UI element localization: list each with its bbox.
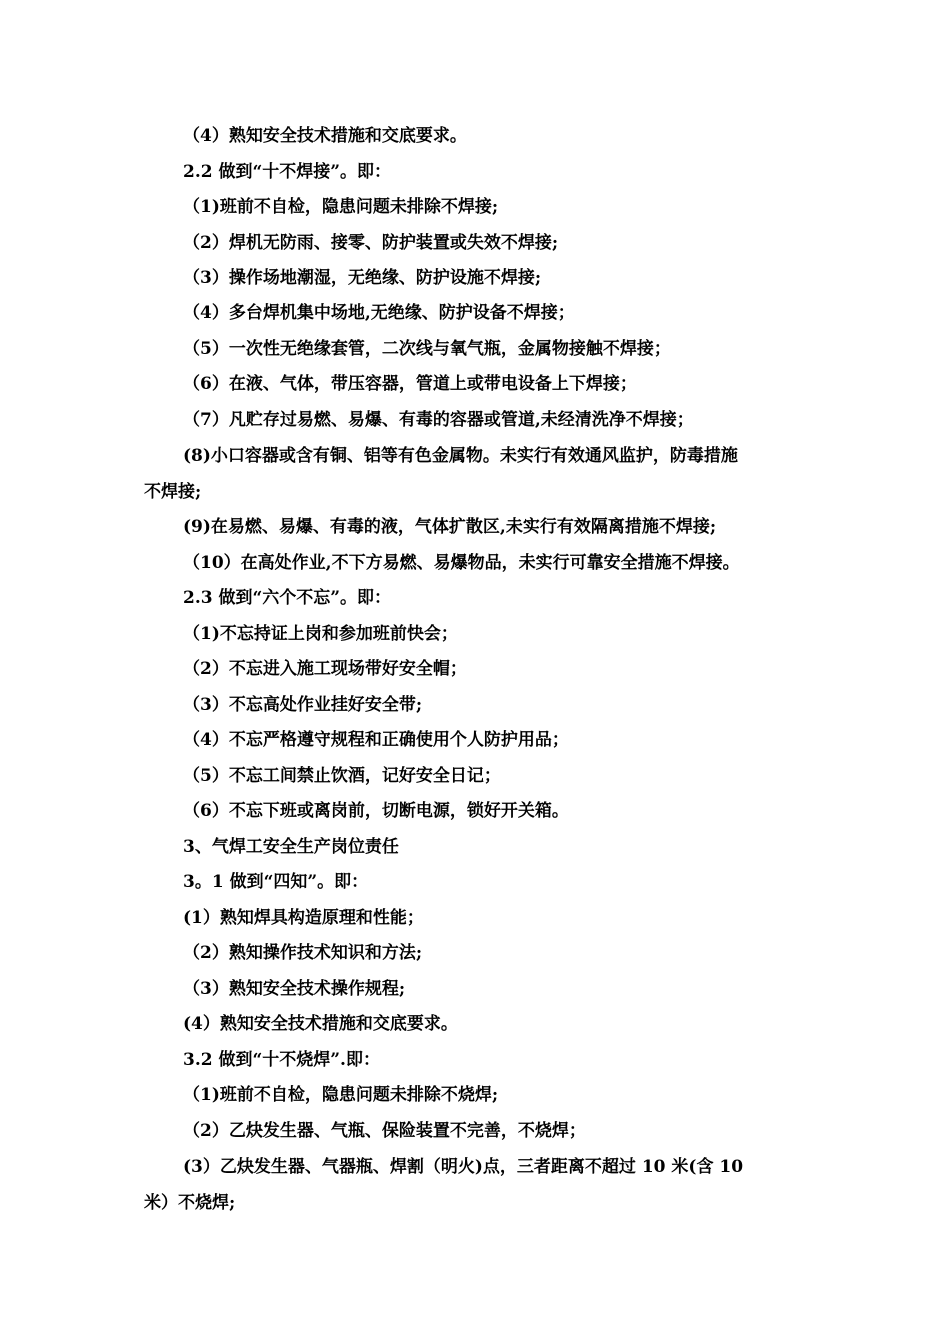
text-line: （2）乙炔发生器、气瓶、保险装置不完善，不烧焊；	[183, 1121, 586, 1141]
text-line: （2）熟知操作技术知识和方法;	[183, 943, 423, 963]
section-heading: 3.2 做到“十不烧焊”.即：	[183, 1050, 380, 1070]
text-line: (8)小口容器或含有铜、铝等有色金属物。未实行有效通风监护，防毒措施	[183, 446, 738, 466]
text-line: (4）熟知安全技术措施和交底要求。	[183, 1014, 458, 1034]
text-line: （4）多台焊机集中场地,无绝缘、防护设备不焊接；	[183, 303, 575, 323]
text-line: (1）熟知焊具构造原理和性能；	[183, 908, 424, 928]
text-line: （1)班前不自检，隐患问题未排除不焊接;	[183, 197, 499, 217]
text-line: （5）不忘工间禁止饮酒，记好安全日记；	[183, 766, 501, 786]
section-heading: 3。1 做到“四知”。即：	[183, 872, 369, 892]
text-line: （3）不忘高处作业挂好安全带;	[183, 695, 423, 715]
text-line: （4）熟知安全技术措施和交底要求。	[183, 126, 467, 146]
text-line: （1)班前不自检，隐患问题未排除不烧焊;	[183, 1085, 499, 1105]
text-line: （2）焊机无防雨、接零、防护装置或失效不焊接;	[183, 233, 559, 253]
section-heading: 2.2 做到“十不焊接”。即：	[183, 162, 392, 182]
text-line: （1)不忘持证上岗和参加班前快会；	[183, 624, 458, 644]
section-heading: 2.3 做到“六个不忘”。即：	[183, 588, 392, 608]
text-line: （10）在高处作业,不下方易燃、易爆物品，未实行可靠安全措施不焊接。	[183, 553, 740, 573]
text-line: （4）不忘严格遵守规程和正确使用个人防护用品；	[183, 730, 569, 750]
text-line: （5）一次性无绝缘套管，二次线与氧气瓶，金属物接触不焊接；	[183, 339, 671, 359]
text-line: （7）凡贮存过易燃、易爆、有毒的容器或管道,未经清洗净不焊接；	[183, 410, 694, 430]
text-line: （6）在液、气体，带压容器，管道上或带电设备上下焊接；	[183, 374, 637, 394]
text-line: (3）乙炔发生器、气器瓶、焊割（明火)点，三者距离不超过 10 米(含 10	[183, 1157, 744, 1177]
text-line-continuation: 米）不烧焊;	[144, 1193, 236, 1213]
text-line: (9)在易燃、易爆、有毒的液，气体扩散区,未实行有效隔离措施不焊接;	[183, 517, 717, 537]
text-line: （6）不忘下班或离岗前，切断电源，锁好开关箱。	[183, 801, 569, 821]
text-line: （2）不忘进入施工现场带好安全帽；	[183, 659, 467, 679]
text-line: （3）操作场地潮湿，无绝缘、防护设施不焊接;	[183, 268, 542, 288]
text-line-continuation: 不焊接;	[144, 482, 202, 502]
section-heading: 3、气焊工安全生产岗位责任	[183, 837, 399, 857]
text-line: （3）熟知安全技术操作规程;	[183, 979, 406, 999]
